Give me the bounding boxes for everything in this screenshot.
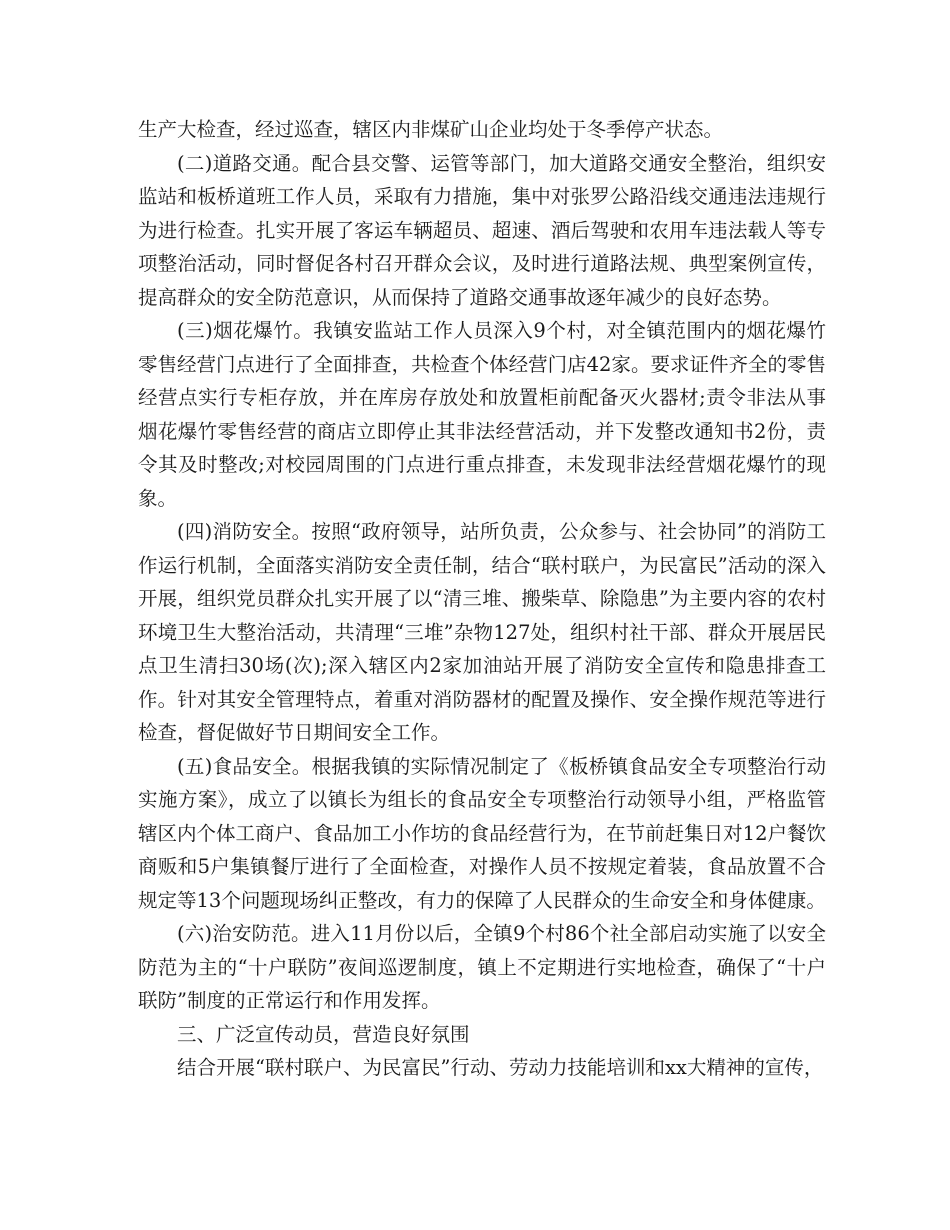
paragraph-food-safety: (五)食品安全。根据我镇的实际情况制定了《板桥镇食品安全专项整治行动实施方案》，成立了以镇长为组长的食品安全专项整治行动领导小组，严格监管辖区内个体工商户、食品加工小作坊的食品经营行为，在节前赶集日对12户餐饮商贩和5户集镇餐厅进行了全面检查，对操作人员不按规定着装，食品放置不合规定等13个问题现场纠正整改，有力的保障了人民群众的生命安全和身体健康。 — [138, 754, 826, 912]
paragraph-fire-safety: (四)消防安全。按照“政府领导，站所负责，公众参与、社会协同”的消防工作运行机制，全面落实消防安全责任制，结合“联村联户，为民富民”活动的深入开展，组织党员群众扎实开展了以“清三堆、搬柴草、除隐患”为主要内容的农村环境卫生大整治活动，共清理“三堆”杂物127处，组织村社干部、群众开展居民点卫生清扫30场(次);深入辖区内2家加油站开展了消防安全宣传和隐患排查工作。针对其安全管理特点，着重对消防器材的配置及操作、安全操作规范等进行检查，督促做好节日期间安全工作。 — [138, 520, 826, 744]
paragraph-fireworks: (三)烟花爆竹。我镇安监站工作人员深入9个村，对全镇范围内的烟花爆竹零售经营门点进行了全面排查，共检查个体经营门店42家。要求证件齐全的零售经营点实行专柜存放，并在库房存放处和放置柜前配备灭火器材;责令非法从事烟花爆竹零售经营的商店立即停止其非法经营活动，并下发整改通知书2份，责令其及时整改;对校园周围的门点进行重点排查，未发现非法经营烟花爆竹的现象。 — [138, 319, 826, 510]
paragraph-public-security: (六)治安防范。进入11月份以后，全镇9个村86个社全部启动实施了以安全防范为主的“十户联防”夜间巡逻制度，镇上不定期进行实地检查，确保了“十户联防”制度的正常运行和作用发挥。 — [138, 922, 826, 1012]
section-heading-publicity: 三、广泛宣传动员，营造良好氛围 — [177, 1022, 470, 1046]
document-body — [138, 113, 826, 1085]
paragraph-continuation: 生产大检查，经过巡查，辖区内非煤矿山企业均处于冬季停产状态。 — [138, 118, 724, 141]
paragraph-publicity: 结合开展“联村联户、为民富民”行动、劳动力技能培训和xx大精神的宣传， — [177, 1056, 824, 1079]
paragraph-road-traffic: (二)道路交通。配合县交警、运管等部门，加大道路交通安全整治，组织安监站和板桥道班工作人员，采取有力措施，集中对张罗公路沿线交通违法违规行为进行检查。扎实开展了客运车辆超员、超速、酒后驾驶和农用车违法载人等专项整治活动，同时督促各村召开群众会议，及时进行道路法规、典型案例宣传，提高群众的安全防范意识，从而保持了道路交通事故逐年减少的良好态势。 — [138, 151, 826, 309]
